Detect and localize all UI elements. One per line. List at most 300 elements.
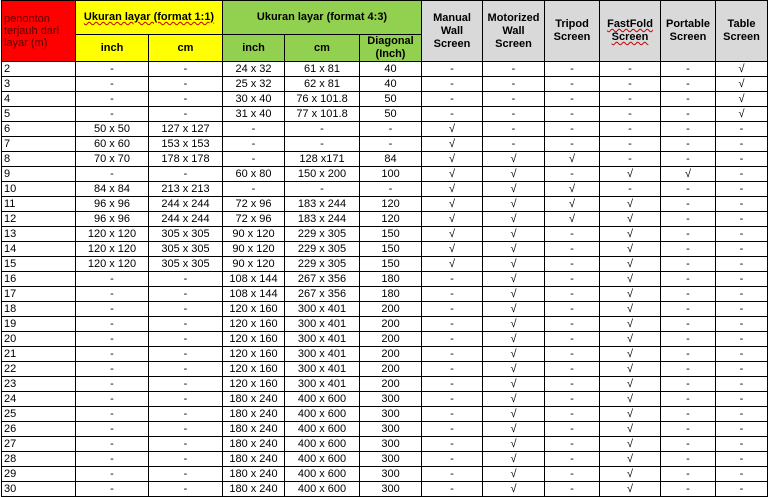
cm-4-3-cell: 128 x171 bbox=[285, 152, 360, 167]
motorized-wall-cell: - bbox=[483, 137, 545, 152]
fastfold-cell: √ bbox=[600, 422, 661, 437]
screen-size-table bbox=[1, 0, 768, 497]
table-body bbox=[2, 62, 768, 497]
motorized-wall-header: Motorized Wall Screen bbox=[483, 1, 545, 62]
fastfold-cell: √ bbox=[600, 212, 661, 227]
tripod-cell: √ bbox=[545, 197, 600, 212]
cm-1-1-cell: - bbox=[149, 482, 223, 497]
diagonal-cell: 180 bbox=[360, 287, 422, 302]
cm-4-3-header: cm bbox=[285, 35, 360, 62]
inch-1-1-cell: - bbox=[76, 62, 149, 77]
portable-cell: - bbox=[661, 302, 716, 317]
cm-1-1-cell: 305 x 305 bbox=[149, 242, 223, 257]
cm-4-3-cell: 229 x 305 bbox=[285, 242, 360, 257]
table-row bbox=[2, 407, 768, 422]
manual-wall-cell: - bbox=[422, 287, 483, 302]
table-row bbox=[2, 467, 768, 482]
portable-header: Portable Screen bbox=[661, 1, 716, 62]
inch-1-1-cell: - bbox=[76, 167, 149, 182]
cm-1-1-cell: - bbox=[149, 407, 223, 422]
inch-1-1-cell: 96 x 96 bbox=[76, 197, 149, 212]
inch-4-3-cell: 90 x 120 bbox=[223, 242, 285, 257]
inch-4-3-cell: 180 x 240 bbox=[223, 407, 285, 422]
portable-cell: - bbox=[661, 287, 716, 302]
inch-1-1-cell: 50 x 50 bbox=[76, 122, 149, 137]
inch-4-3-cell: 90 x 120 bbox=[223, 227, 285, 242]
cm-4-3-cell: 229 x 305 bbox=[285, 227, 360, 242]
cm-1-1-cell: - bbox=[149, 437, 223, 452]
table-row bbox=[2, 107, 768, 122]
manual-wall-cell: √ bbox=[422, 152, 483, 167]
manual-wall-cell: - bbox=[422, 302, 483, 317]
manual-wall-cell: - bbox=[422, 467, 483, 482]
motorized-wall-cell: √ bbox=[483, 392, 545, 407]
distance-cell: 25 bbox=[2, 407, 76, 422]
tripod-cell: - bbox=[545, 392, 600, 407]
tripod-cell: - bbox=[545, 92, 600, 107]
portable-cell: - bbox=[661, 407, 716, 422]
cm-1-1-cell: - bbox=[149, 167, 223, 182]
fastfold-cell: √ bbox=[600, 167, 661, 182]
cm-1-1-cell: - bbox=[149, 77, 223, 92]
manual-wall-cell: - bbox=[422, 377, 483, 392]
cm-4-3-cell: 300 x 401 bbox=[285, 362, 360, 377]
cm-4-3-cell: 400 x 600 bbox=[285, 392, 360, 407]
cm-1-1-cell: 305 x 305 bbox=[149, 257, 223, 272]
diagonal-cell: 84 bbox=[360, 152, 422, 167]
diagonal-cell: 300 bbox=[360, 422, 422, 437]
cm-4-3-cell: 76 x 101.8 bbox=[285, 92, 360, 107]
fastfold-cell: √ bbox=[600, 332, 661, 347]
manual-wall-cell: - bbox=[422, 77, 483, 92]
portable-cell: - bbox=[661, 362, 716, 377]
cm-1-1-cell: 305 x 305 bbox=[149, 227, 223, 242]
format-4-3-label: Ukuran layar (format 4:3) bbox=[256, 11, 388, 23]
inch-1-1-cell: 96 x 96 bbox=[76, 212, 149, 227]
inch-1-1-cell: 84 x 84 bbox=[76, 182, 149, 197]
cm-1-1-cell: 153 x 153 bbox=[149, 137, 223, 152]
cm-4-3-cell: 400 x 600 bbox=[285, 422, 360, 437]
distance-cell: 30 bbox=[2, 482, 76, 497]
inch-4-3-cell: 180 x 240 bbox=[223, 437, 285, 452]
table-screen-cell: - bbox=[716, 302, 768, 317]
table-screen-cell: - bbox=[716, 422, 768, 437]
cm-1-1-cell: - bbox=[149, 92, 223, 107]
cm-1-1-cell: - bbox=[149, 62, 223, 77]
diagonal-cell: 300 bbox=[360, 452, 422, 467]
inch-4-3-cell: 72 x 96 bbox=[223, 197, 285, 212]
inch-1-1-cell: 60 x 60 bbox=[76, 137, 149, 152]
fastfold-cell: √ bbox=[600, 377, 661, 392]
tripod-cell: √ bbox=[545, 212, 600, 227]
fastfold-cell: - bbox=[600, 182, 661, 197]
inch-4-3-cell: 180 x 240 bbox=[223, 452, 285, 467]
cm-1-1-header: cm bbox=[149, 35, 223, 62]
table-screen-cell: - bbox=[716, 377, 768, 392]
distance-cell: 12 bbox=[2, 212, 76, 227]
table-screen-cell: √ bbox=[716, 107, 768, 122]
motorized-wall-cell: √ bbox=[483, 227, 545, 242]
distance-cell: 4 bbox=[2, 92, 76, 107]
distance-cell: 5 bbox=[2, 107, 76, 122]
inch-4-3-cell: 120 x 160 bbox=[223, 377, 285, 392]
table-row bbox=[2, 152, 768, 167]
table-screen-cell: - bbox=[716, 227, 768, 242]
table-screen-cell: √ bbox=[716, 92, 768, 107]
inch-1-1-cell: - bbox=[76, 452, 149, 467]
motorized-wall-cell: - bbox=[483, 122, 545, 137]
distance-cell: 8 bbox=[2, 152, 76, 167]
fastfold-cell: √ bbox=[600, 227, 661, 242]
cm-4-3-cell: 77 x 101.8 bbox=[285, 107, 360, 122]
diagonal-cell: 40 bbox=[360, 77, 422, 92]
cm-1-1-cell: - bbox=[149, 272, 223, 287]
inch-1-1-cell: - bbox=[76, 287, 149, 302]
inch-4-3-cell: 108 x 144 bbox=[223, 287, 285, 302]
fastfold-cell: √ bbox=[600, 242, 661, 257]
distance-cell: 21 bbox=[2, 347, 76, 362]
cm-1-1-cell: - bbox=[149, 347, 223, 362]
distance-cell: 28 bbox=[2, 452, 76, 467]
cm-4-3-cell: 300 x 401 bbox=[285, 302, 360, 317]
inch-1-1-cell: - bbox=[76, 407, 149, 422]
cm-4-3-cell: 62 x 81 bbox=[285, 77, 360, 92]
diagonal-header: Diagonal (Inch) bbox=[360, 35, 422, 62]
inch-4-3-cell: 24 x 32 bbox=[223, 62, 285, 77]
table-row bbox=[2, 167, 768, 182]
motorized-wall-cell: - bbox=[483, 107, 545, 122]
table-screen-cell: - bbox=[716, 392, 768, 407]
distance-cell: 17 bbox=[2, 287, 76, 302]
tripod-cell: - bbox=[545, 482, 600, 497]
manual-wall-cell: - bbox=[422, 107, 483, 122]
inch-4-3-cell: 120 x 160 bbox=[223, 347, 285, 362]
portable-cell: √ bbox=[661, 167, 716, 182]
inch-4-3-cell: 90 x 120 bbox=[223, 257, 285, 272]
motorized-wall-cell: √ bbox=[483, 302, 545, 317]
portable-cell: - bbox=[661, 122, 716, 137]
inch-1-1-cell: - bbox=[76, 437, 149, 452]
distance-cell: 2 bbox=[2, 62, 76, 77]
inch-4-3-cell: 120 x 160 bbox=[223, 317, 285, 332]
portable-cell: - bbox=[661, 152, 716, 167]
inch-4-3-cell: 60 x 80 bbox=[223, 167, 285, 182]
diagonal-cell: 200 bbox=[360, 302, 422, 317]
table-row bbox=[2, 422, 768, 437]
table-screen-cell: - bbox=[716, 452, 768, 467]
cm-1-1-cell: 213 x 213 bbox=[149, 182, 223, 197]
fastfold-cell: √ bbox=[600, 257, 661, 272]
distance-cell: 20 bbox=[2, 332, 76, 347]
inch-4-3-cell: 30 x 40 bbox=[223, 92, 285, 107]
fastfold-cell: √ bbox=[600, 317, 661, 332]
tripod-cell: - bbox=[545, 362, 600, 377]
diagonal-cell: - bbox=[360, 137, 422, 152]
distance-cell: 9 bbox=[2, 167, 76, 182]
tripod-cell: - bbox=[545, 302, 600, 317]
portable-cell: - bbox=[661, 77, 716, 92]
cm-4-3-cell: 400 x 600 bbox=[285, 452, 360, 467]
table-screen-cell: - bbox=[716, 467, 768, 482]
inch-1-1-cell: 120 x 120 bbox=[76, 257, 149, 272]
tripod-cell: - bbox=[545, 437, 600, 452]
distance-cell: 7 bbox=[2, 137, 76, 152]
fastfold-cell: √ bbox=[600, 437, 661, 452]
portable-cell: - bbox=[661, 107, 716, 122]
inch-1-1-cell: - bbox=[76, 347, 149, 362]
tripod-cell: - bbox=[545, 452, 600, 467]
motorized-wall-cell: √ bbox=[483, 482, 545, 497]
manual-wall-cell: - bbox=[422, 362, 483, 377]
distance-cell: 19 bbox=[2, 317, 76, 332]
cm-4-3-cell: 150 x 200 bbox=[285, 167, 360, 182]
portable-cell: - bbox=[661, 257, 716, 272]
inch-1-1-cell: - bbox=[76, 467, 149, 482]
cm-4-3-cell: - bbox=[285, 122, 360, 137]
motorized-wall-cell: √ bbox=[483, 452, 545, 467]
distance-cell: 29 bbox=[2, 467, 76, 482]
cm-4-3-cell: 400 x 600 bbox=[285, 482, 360, 497]
cm-1-1-cell: - bbox=[149, 392, 223, 407]
inch-4-3-cell: - bbox=[223, 152, 285, 167]
motorized-wall-cell: √ bbox=[483, 242, 545, 257]
fastfold-label: FastFold Screen bbox=[607, 18, 653, 43]
tripod-cell: - bbox=[545, 257, 600, 272]
portable-cell: - bbox=[661, 437, 716, 452]
tripod-cell: - bbox=[545, 242, 600, 257]
portable-cell: - bbox=[661, 317, 716, 332]
motorized-wall-cell: √ bbox=[483, 272, 545, 287]
manual-wall-cell: - bbox=[422, 437, 483, 452]
diagonal-cell: 150 bbox=[360, 257, 422, 272]
portable-cell: - bbox=[661, 212, 716, 227]
table-row bbox=[2, 392, 768, 407]
motorized-wall-cell: √ bbox=[483, 407, 545, 422]
fastfold-cell: - bbox=[600, 62, 661, 77]
tripod-cell: - bbox=[545, 407, 600, 422]
table-screen-cell: - bbox=[716, 122, 768, 137]
table-row bbox=[2, 437, 768, 452]
fastfold-cell: - bbox=[600, 137, 661, 152]
diagonal-cell: - bbox=[360, 122, 422, 137]
motorized-wall-cell: √ bbox=[483, 197, 545, 212]
portable-cell: - bbox=[661, 272, 716, 287]
table-screen-header: Table Screen bbox=[716, 1, 768, 62]
cm-1-1-cell: - bbox=[149, 377, 223, 392]
table-row bbox=[2, 227, 768, 242]
format-1-1-label: Ukuran layar (format 1:1) bbox=[83, 11, 215, 23]
table-row bbox=[2, 122, 768, 137]
portable-cell: - bbox=[661, 482, 716, 497]
inch-1-1-cell: - bbox=[76, 332, 149, 347]
tripod-cell: - bbox=[545, 272, 600, 287]
tripod-cell: - bbox=[545, 422, 600, 437]
inch-1-1-cell: - bbox=[76, 377, 149, 392]
cm-1-1-cell: - bbox=[149, 332, 223, 347]
cm-1-1-cell: - bbox=[149, 452, 223, 467]
manual-wall-cell: - bbox=[422, 347, 483, 362]
fastfold-cell: - bbox=[600, 77, 661, 92]
table-row bbox=[2, 242, 768, 257]
fastfold-cell: - bbox=[600, 152, 661, 167]
fastfold-cell: √ bbox=[600, 302, 661, 317]
tripod-cell: - bbox=[545, 287, 600, 302]
inch-1-1-cell: - bbox=[76, 362, 149, 377]
distance-header: penonton terjauh dari layar (m) bbox=[2, 1, 76, 62]
portable-cell: - bbox=[661, 137, 716, 152]
tripod-cell: - bbox=[545, 122, 600, 137]
fastfold-cell: - bbox=[600, 122, 661, 137]
cm-1-1-cell: - bbox=[149, 467, 223, 482]
manual-wall-cell: √ bbox=[422, 122, 483, 137]
fastfold-cell: √ bbox=[600, 287, 661, 302]
motorized-wall-cell: √ bbox=[483, 167, 545, 182]
inch-1-1-header: inch bbox=[76, 35, 149, 62]
motorized-wall-cell: - bbox=[483, 92, 545, 107]
cm-4-3-cell: 300 x 401 bbox=[285, 377, 360, 392]
manual-wall-cell: √ bbox=[422, 182, 483, 197]
distance-cell: 13 bbox=[2, 227, 76, 242]
manual-wall-cell: - bbox=[422, 62, 483, 77]
motorized-wall-cell: √ bbox=[483, 422, 545, 437]
table-screen-cell: - bbox=[716, 137, 768, 152]
table-screen-cell: - bbox=[716, 482, 768, 497]
fastfold-header bbox=[600, 1, 661, 62]
table-screen-cell: - bbox=[716, 437, 768, 452]
fastfold-cell: √ bbox=[600, 467, 661, 482]
motorized-wall-cell: - bbox=[483, 62, 545, 77]
table-screen-cell: - bbox=[716, 257, 768, 272]
diagonal-cell: 120 bbox=[360, 212, 422, 227]
inch-4-3-cell: 180 x 240 bbox=[223, 482, 285, 497]
motorized-wall-cell: √ bbox=[483, 212, 545, 227]
inch-1-1-cell: - bbox=[76, 482, 149, 497]
cm-1-1-cell: - bbox=[149, 422, 223, 437]
table-row bbox=[2, 377, 768, 392]
portable-cell: - bbox=[661, 182, 716, 197]
cm-4-3-cell: 400 x 600 bbox=[285, 467, 360, 482]
diagonal-cell: 50 bbox=[360, 92, 422, 107]
cm-4-3-cell: 300 x 401 bbox=[285, 332, 360, 347]
distance-cell: 18 bbox=[2, 302, 76, 317]
tripod-cell: - bbox=[545, 62, 600, 77]
inch-1-1-cell: 120 x 120 bbox=[76, 242, 149, 257]
distance-cell: 24 bbox=[2, 392, 76, 407]
motorized-wall-cell: √ bbox=[483, 332, 545, 347]
inch-4-3-cell: 31 x 40 bbox=[223, 107, 285, 122]
format-4-3-header bbox=[223, 1, 422, 35]
manual-wall-cell: - bbox=[422, 452, 483, 467]
inch-1-1-cell: - bbox=[76, 92, 149, 107]
diagonal-cell: 300 bbox=[360, 407, 422, 422]
diagonal-cell: 300 bbox=[360, 467, 422, 482]
diagonal-cell: 150 bbox=[360, 227, 422, 242]
inch-4-3-cell: 108 x 144 bbox=[223, 272, 285, 287]
portable-cell: - bbox=[661, 197, 716, 212]
inch-1-1-cell: - bbox=[76, 302, 149, 317]
distance-cell: 16 bbox=[2, 272, 76, 287]
cm-1-1-cell: - bbox=[149, 317, 223, 332]
fastfold-cell: - bbox=[600, 92, 661, 107]
portable-cell: - bbox=[661, 332, 716, 347]
distance-cell: 14 bbox=[2, 242, 76, 257]
portable-cell: - bbox=[661, 92, 716, 107]
fastfold-cell: √ bbox=[600, 392, 661, 407]
table-row bbox=[2, 92, 768, 107]
fastfold-cell: √ bbox=[600, 272, 661, 287]
table-row bbox=[2, 77, 768, 92]
diagonal-cell: 120 bbox=[360, 197, 422, 212]
manual-wall-cell: - bbox=[422, 92, 483, 107]
manual-wall-cell: - bbox=[422, 407, 483, 422]
table-row bbox=[2, 212, 768, 227]
cm-1-1-cell: - bbox=[149, 362, 223, 377]
diagonal-cell: 150 bbox=[360, 242, 422, 257]
table-row bbox=[2, 362, 768, 377]
cm-1-1-cell: 127 x 127 bbox=[149, 122, 223, 137]
diagonal-cell: 50 bbox=[360, 107, 422, 122]
inch-4-3-cell: 180 x 240 bbox=[223, 467, 285, 482]
fastfold-cell: - bbox=[600, 107, 661, 122]
inch-4-3-cell: - bbox=[223, 122, 285, 137]
distance-cell: 3 bbox=[2, 77, 76, 92]
table-screen-cell: - bbox=[716, 197, 768, 212]
table-screen-cell: - bbox=[716, 317, 768, 332]
inch-4-3-cell: 120 x 160 bbox=[223, 362, 285, 377]
table-row bbox=[2, 197, 768, 212]
distance-cell: 11 bbox=[2, 197, 76, 212]
portable-cell: - bbox=[661, 347, 716, 362]
tripod-cell: √ bbox=[545, 152, 600, 167]
inch-1-1-cell: - bbox=[76, 107, 149, 122]
fastfold-cell: √ bbox=[600, 347, 661, 362]
diagonal-cell: - bbox=[360, 182, 422, 197]
motorized-wall-cell: √ bbox=[483, 467, 545, 482]
tripod-cell: - bbox=[545, 227, 600, 242]
motorized-wall-cell: √ bbox=[483, 152, 545, 167]
fastfold-cell: √ bbox=[600, 197, 661, 212]
inch-4-3-cell: 72 x 96 bbox=[223, 212, 285, 227]
cm-4-3-cell: - bbox=[285, 182, 360, 197]
table-screen-cell: - bbox=[716, 242, 768, 257]
inch-1-1-cell: - bbox=[76, 392, 149, 407]
table-screen-cell: - bbox=[716, 287, 768, 302]
tripod-cell: √ bbox=[545, 182, 600, 197]
diagonal-cell: 180 bbox=[360, 272, 422, 287]
tripod-cell: - bbox=[545, 377, 600, 392]
manual-wall-cell: √ bbox=[422, 197, 483, 212]
table-screen-cell: - bbox=[716, 167, 768, 182]
table-screen-cell: √ bbox=[716, 77, 768, 92]
table-screen-cell: - bbox=[716, 212, 768, 227]
tripod-cell: - bbox=[545, 332, 600, 347]
cm-1-1-cell: 244 x 244 bbox=[149, 197, 223, 212]
portable-cell: - bbox=[661, 467, 716, 482]
cm-4-3-cell: 61 x 81 bbox=[285, 62, 360, 77]
manual-wall-cell: √ bbox=[422, 167, 483, 182]
motorized-wall-cell: √ bbox=[483, 377, 545, 392]
portable-cell: - bbox=[661, 392, 716, 407]
cm-4-3-cell: 400 x 600 bbox=[285, 437, 360, 452]
fastfold-cell: √ bbox=[600, 482, 661, 497]
fastfold-cell: √ bbox=[600, 452, 661, 467]
manual-wall-cell: √ bbox=[422, 257, 483, 272]
table-screen-cell: - bbox=[716, 362, 768, 377]
manual-wall-cell: √ bbox=[422, 137, 483, 152]
fastfold-cell: √ bbox=[600, 407, 661, 422]
manual-wall-cell: √ bbox=[422, 212, 483, 227]
motorized-wall-cell: √ bbox=[483, 257, 545, 272]
